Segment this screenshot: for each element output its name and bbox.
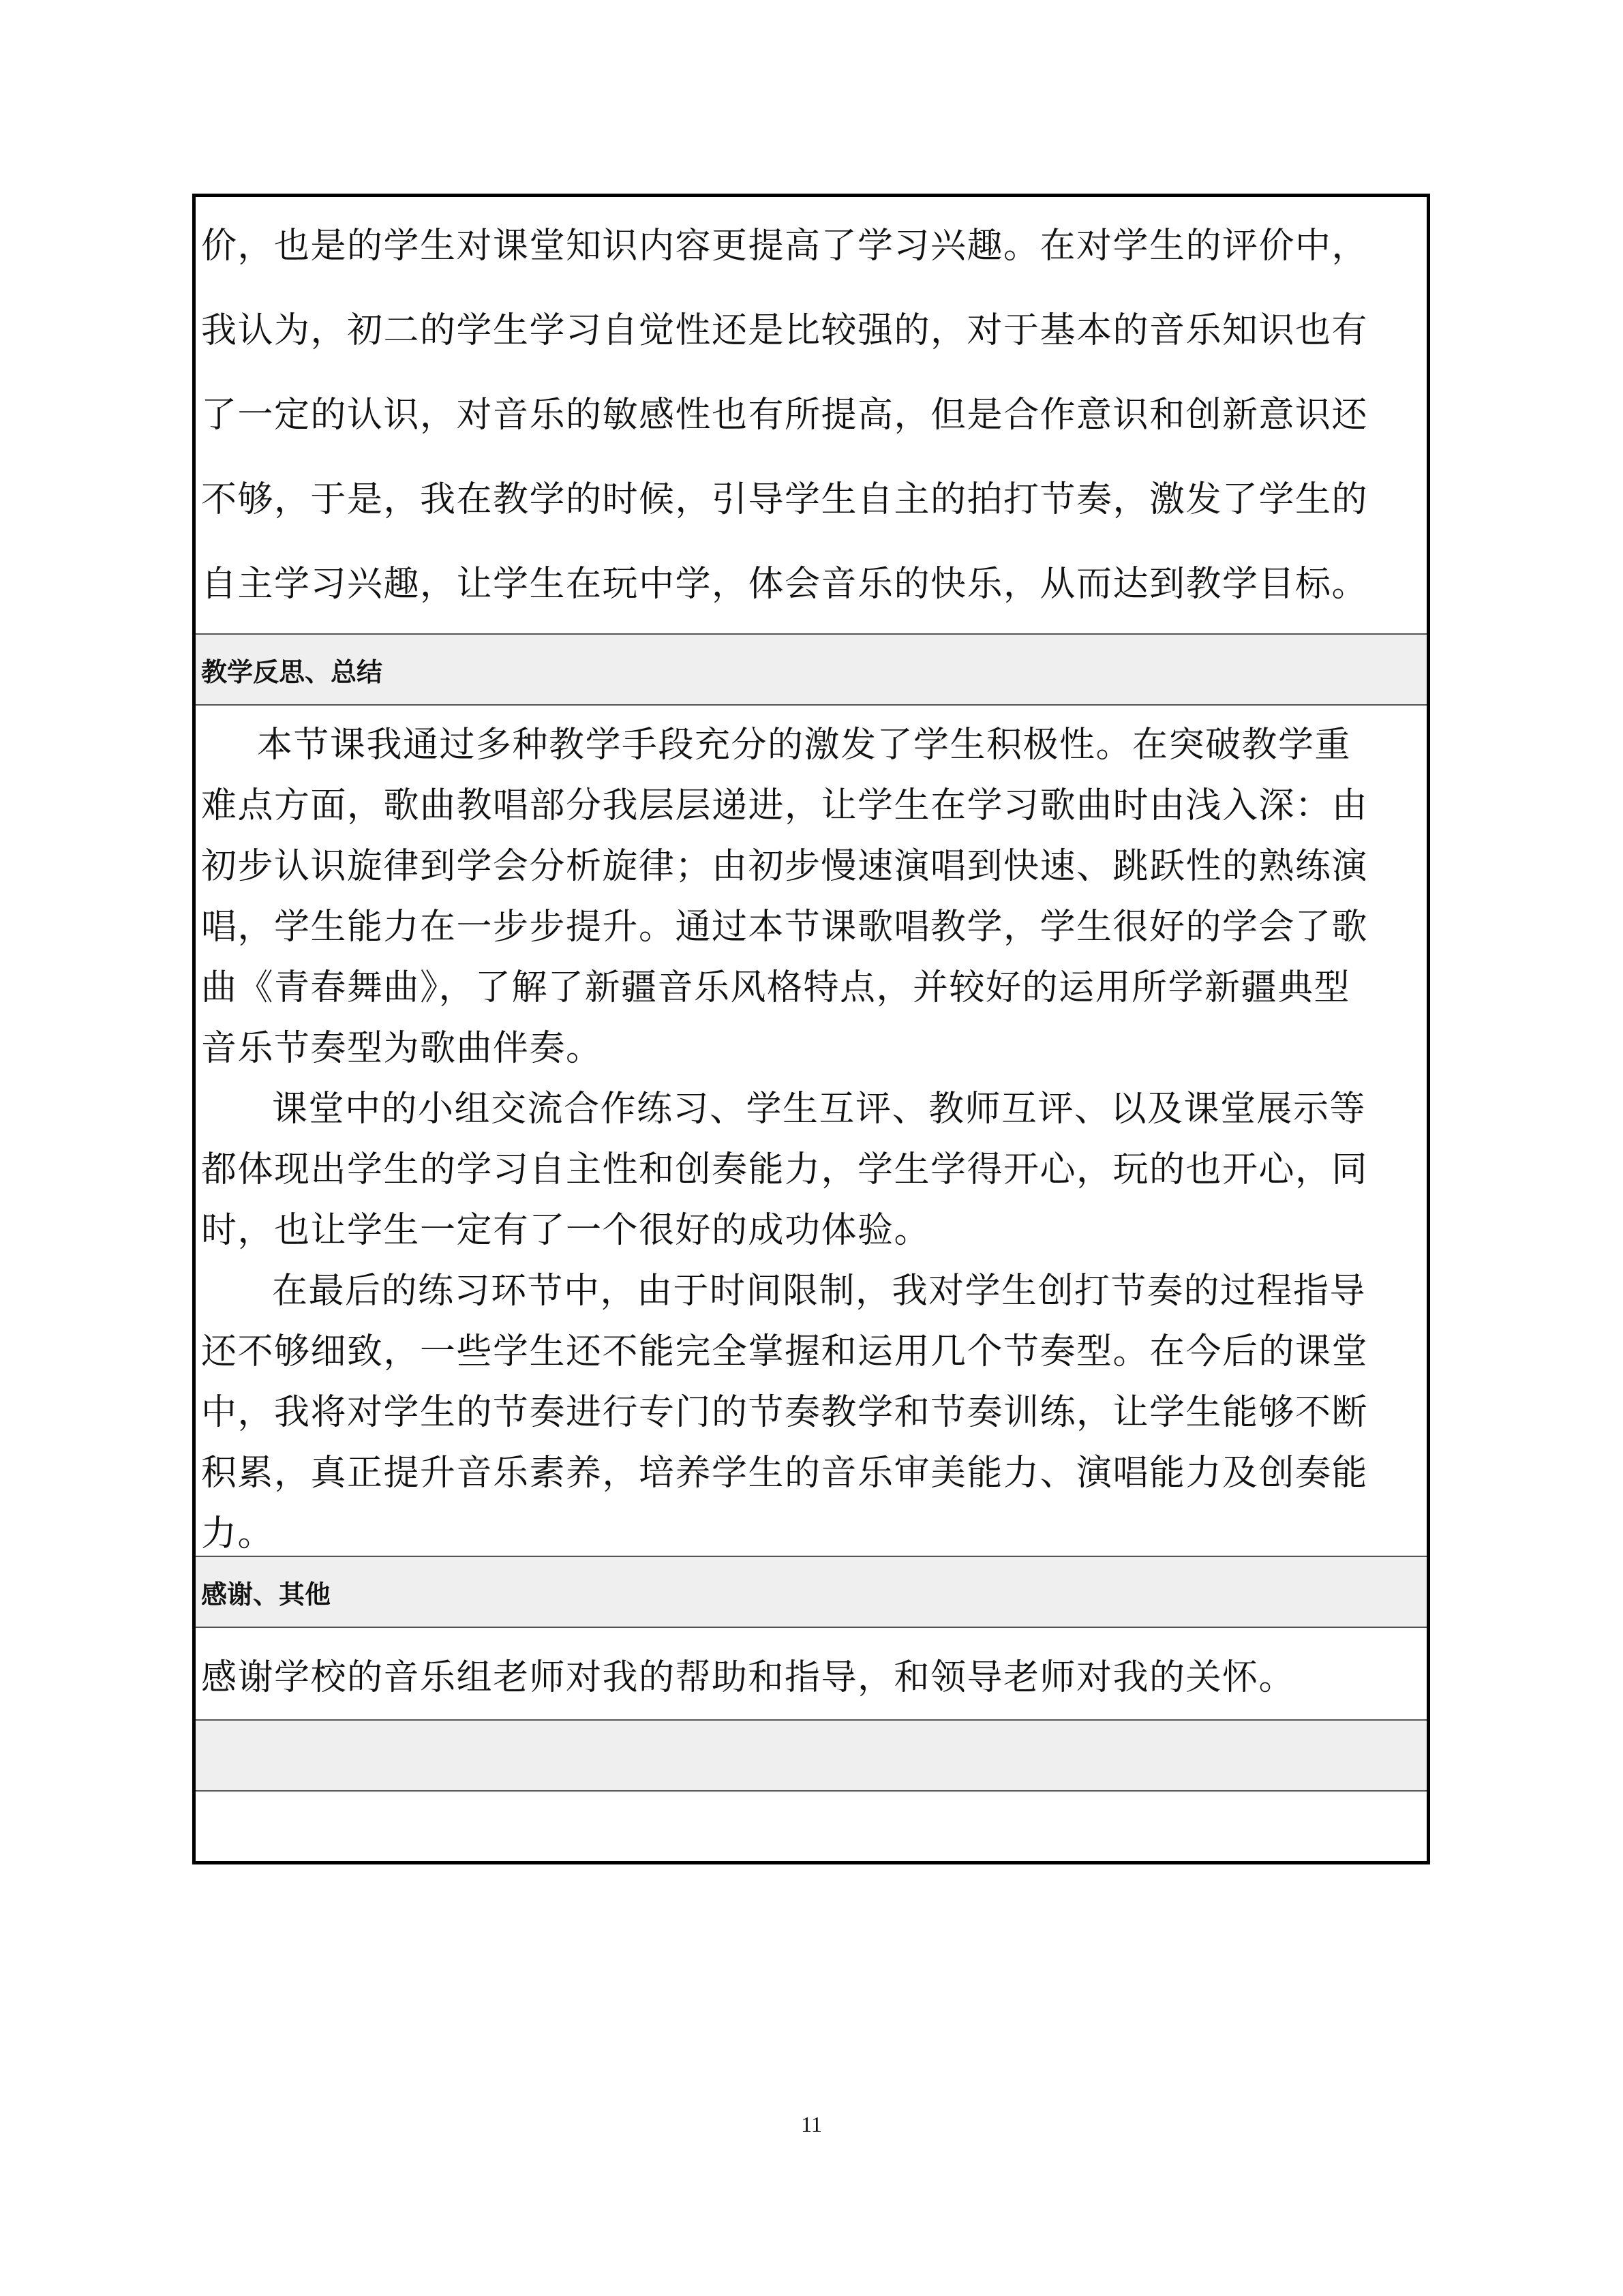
paragraph-line: 中，我将对学生的节奏进行专门的节奏教学和节奏训练，让学生能够不断 [201, 1392, 1369, 1433]
paragraph-line: 本节课我通过多种教学手段充分的激发了学生积极性。在突破教学重 [257, 725, 1352, 766]
reflection-text-cell [196, 704, 1427, 1556]
paragraph-line: 力。 [201, 1513, 275, 1554]
paragraph-line: 了一定的认识，对音乐的敏感性也有所提高，但是合作意识和创新意识还 [201, 395, 1369, 436]
thanks-heading: 感谢、其他 [196, 1556, 1427, 1627]
empty-content-row [196, 1790, 1427, 1861]
paragraph-line: 课堂中的小组交流合作练习、学生互评、教师互评、以及课堂展示等 [272, 1089, 1367, 1130]
thanks-text: 感谢学校的音乐组老师对我的帮助和指导，和领导老师对我的关怀。 [201, 1657, 1296, 1698]
paragraph-line: 还不够细致，一些学生还不能完全掌握和运用几个节奏型。在今后的课堂 [201, 1331, 1369, 1372]
reflection-heading: 教学反思、总结 [196, 633, 1427, 704]
empty-heading-row [196, 1719, 1427, 1790]
paragraph-line: 音乐节奏型为歌曲伴奏。 [201, 1028, 603, 1069]
paragraph-line: 我认为，初二的学生学习自觉性还是比较强的，对于基本的音乐知识也有 [201, 310, 1369, 351]
paragraph-line: 唱，学生能力在一步步提升。通过本节课歌唱教学，学生很好的学会了歌 [201, 907, 1369, 948]
paragraph-line: 价，也是的学生对课堂知识内容更提高了学习兴趣。在对学生的评价中， [201, 226, 1369, 267]
paragraph-line: 时，也让学生一定有了一个很好的成功体验。 [201, 1210, 931, 1251]
paragraph-line: 在最后的练习环节中，由于时间限制，我对学生创打节奏的过程指导 [272, 1271, 1367, 1312]
paragraph-line: 都体现出学生的学习自主性和创奏能力，学生学得开心，玩的也开心，同 [201, 1149, 1369, 1190]
paragraph-line: 难点方面，歌曲教唱部分我层层递进，让学生在学习歌曲时由浅入深：由 [201, 785, 1369, 826]
paragraph-line: 不够，于是，我在教学的时候，引导学生自主的拍打节奏，激发了学生的 [201, 479, 1369, 520]
paragraph-line: 积累，真正提升音乐素养，培养学生的音乐审美能力、演唱能力及创奏能 [201, 1453, 1369, 1494]
thanks-text-cell [196, 1627, 1427, 1719]
evaluation-text-cell [196, 197, 1427, 633]
page-number: 11 [801, 2112, 822, 2136]
paragraph-line: 初步认识旋律到学会分析旋律；由初步慢速演唱到快速、跳跃性的熟练演 [201, 846, 1369, 887]
paragraph-line: 自主学习兴趣，让学生在玩中学，体会音乐的快乐，从而达到教学目标。 [201, 564, 1369, 605]
report-table [192, 194, 1430, 1864]
paragraph-line: 曲《青春舞曲》，了解了新疆音乐风格特点，并较好的运用所学新疆典型 [201, 967, 1351, 1008]
